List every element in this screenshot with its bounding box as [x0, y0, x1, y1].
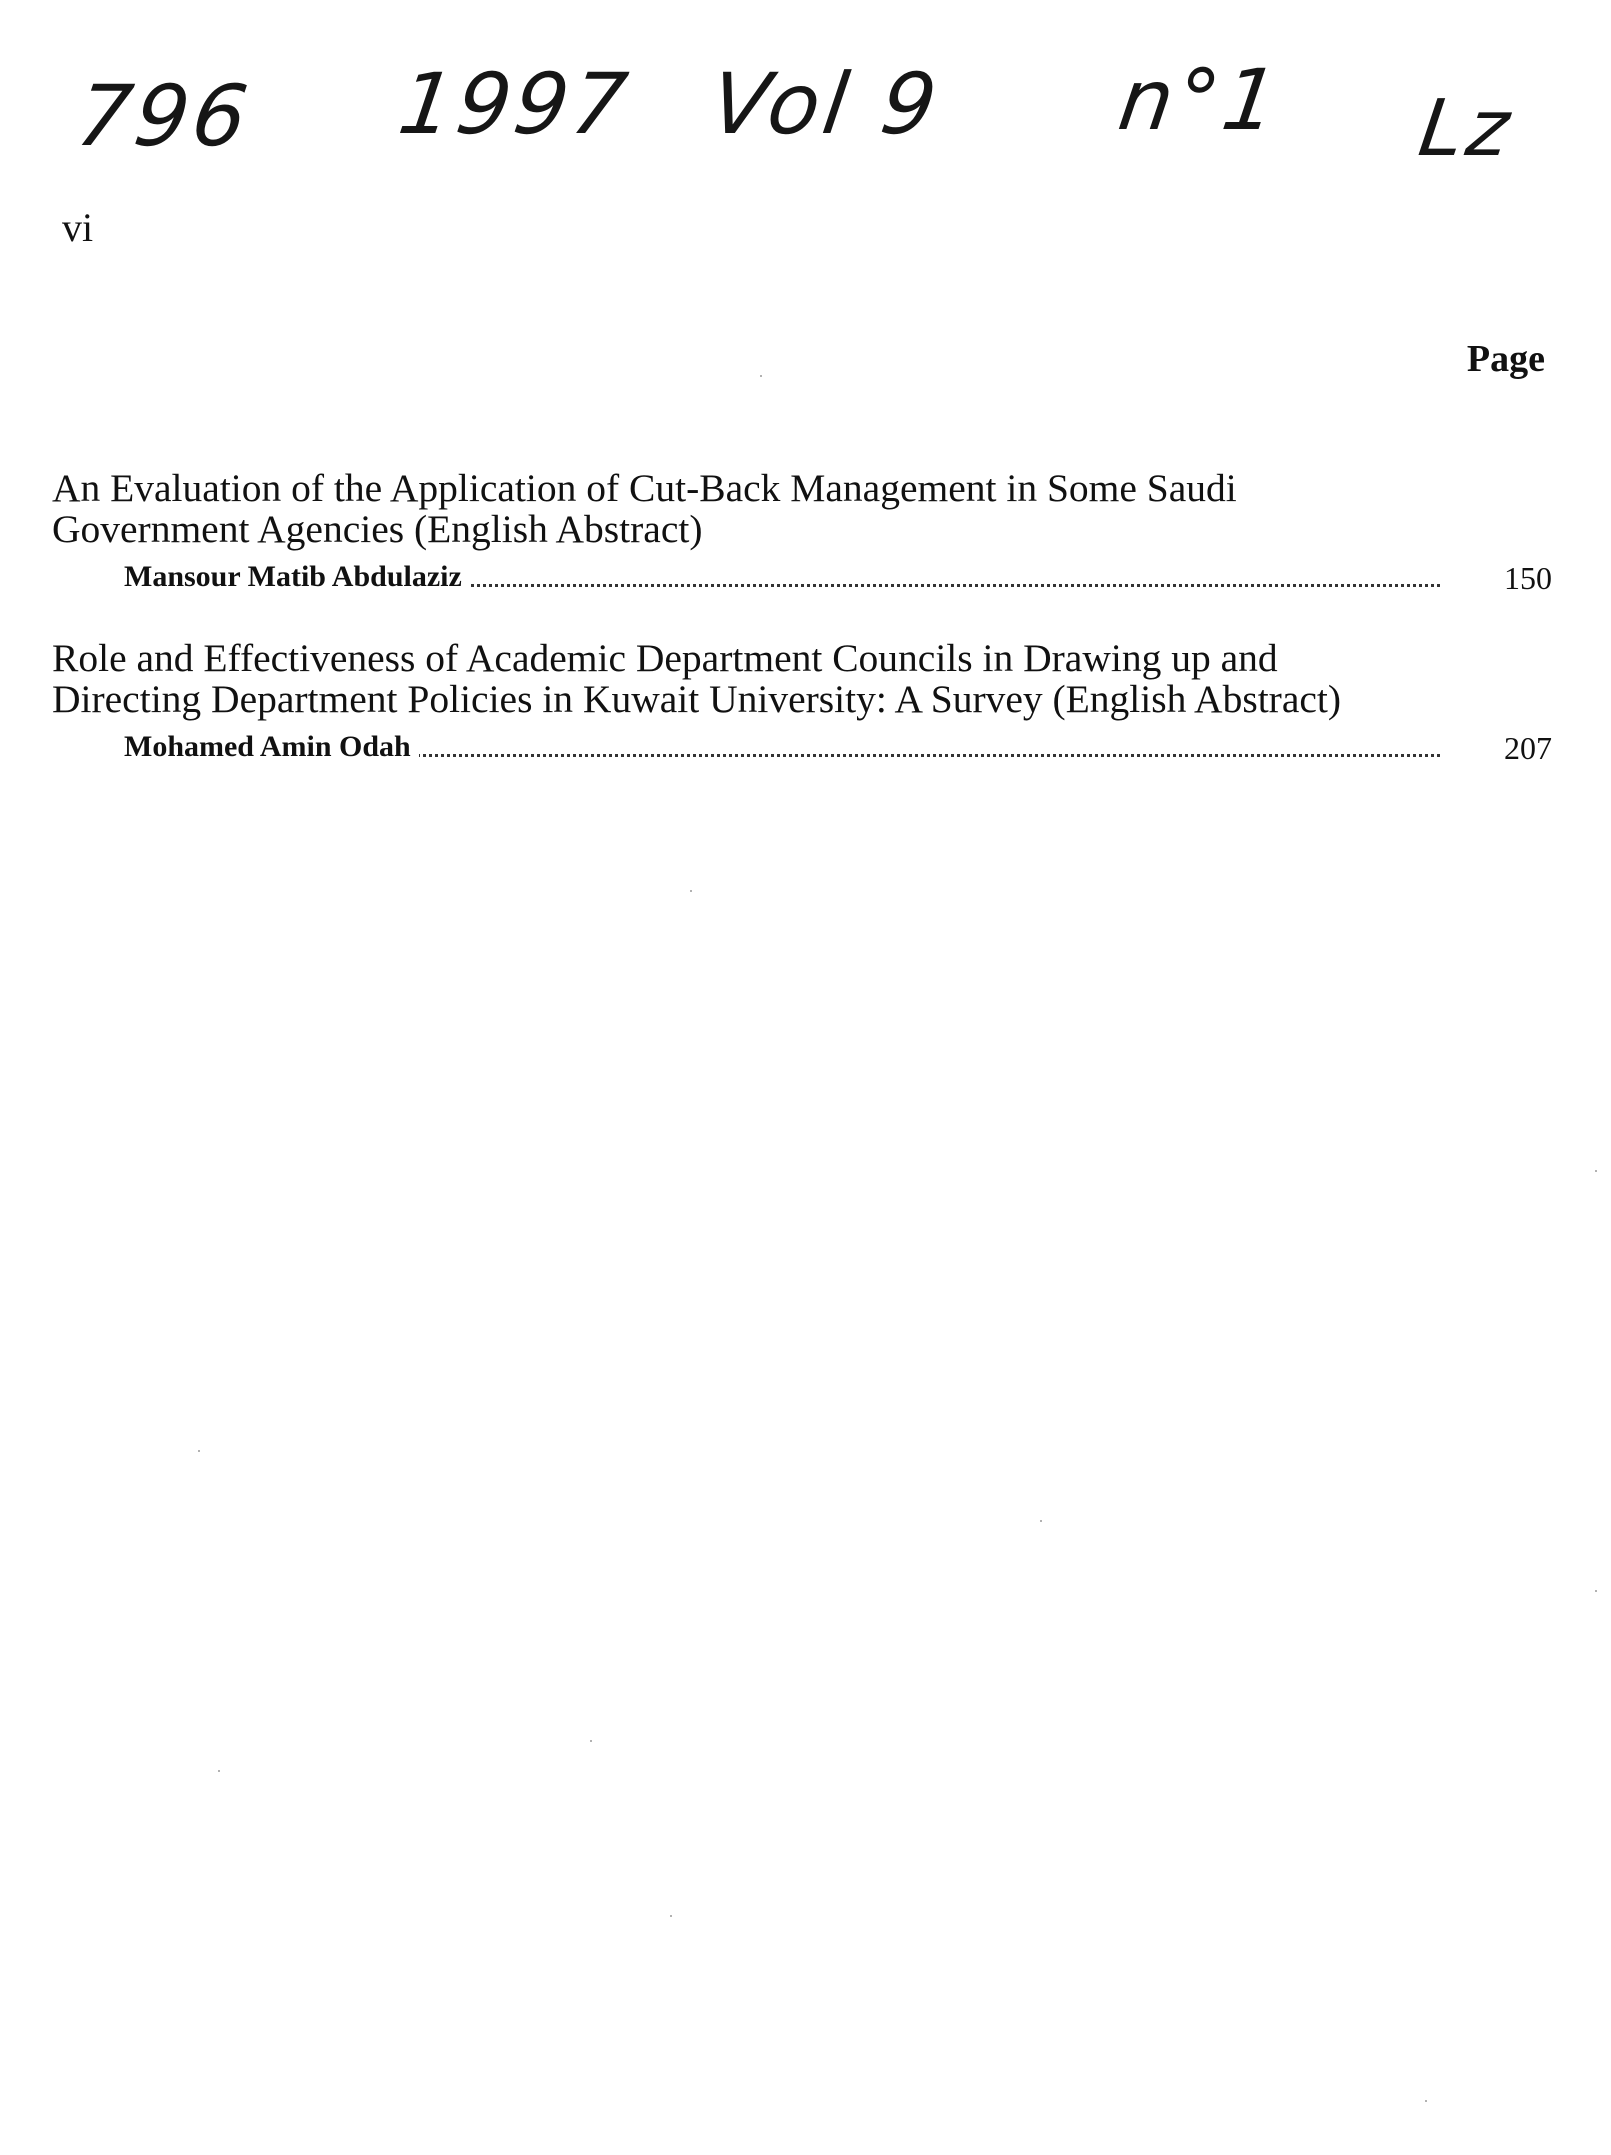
- toc-entry: [52, 638, 1552, 764]
- handwritten-call-number: 796: [71, 67, 258, 165]
- toc-entry-page: 207: [1504, 730, 1552, 766]
- scan-speck: [198, 1450, 200, 1452]
- handwritten-issue-number: n°1: [1113, 51, 1288, 149]
- scan-speck: [1595, 1590, 1597, 1592]
- page-number: vi: [62, 205, 94, 250]
- scan-speck: [1595, 1170, 1597, 1172]
- toc-entry-author: Mohamed Amin Odah: [124, 730, 419, 764]
- scan-speck: [670, 1915, 672, 1917]
- toc-entry-author: Mansour Matib Abdulaziz: [124, 560, 470, 594]
- scan-speck: [690, 890, 692, 892]
- toc-entry: [52, 468, 1552, 594]
- scan-speck: [218, 1770, 220, 1772]
- handwritten-year: 1997: [393, 55, 637, 153]
- handwritten-volume: Vol 9: [705, 55, 947, 153]
- toc-entry-title: [52, 638, 1552, 720]
- scan-speck: [760, 375, 762, 377]
- handwritten-initials: Lz: [1413, 84, 1519, 174]
- handwritten-annotations: [0, 40, 1611, 230]
- toc-author-row: [52, 724, 1552, 764]
- scan-speck: [590, 1740, 592, 1742]
- scan-speck: [1040, 1520, 1042, 1522]
- toc-title-line: Government Agencies (English Abstract): [52, 507, 703, 551]
- toc-title-line: An Evaluation of the Application of Cut-Back Management in Some Saudi: [52, 466, 1237, 510]
- toc-entry-page: 150: [1504, 560, 1552, 596]
- toc-author-row: [52, 554, 1552, 594]
- toc-title-line: Directing Department Policies in Kuwait University: A Survey (English Abstract): [52, 677, 1342, 721]
- page-column-header: Page: [1466, 338, 1545, 380]
- toc-entry-title: [52, 468, 1552, 550]
- scan-speck: [1425, 2100, 1427, 2102]
- toc-title-line: Role and Effectiveness of Academic Department Councils in Drawing up and: [52, 636, 1278, 680]
